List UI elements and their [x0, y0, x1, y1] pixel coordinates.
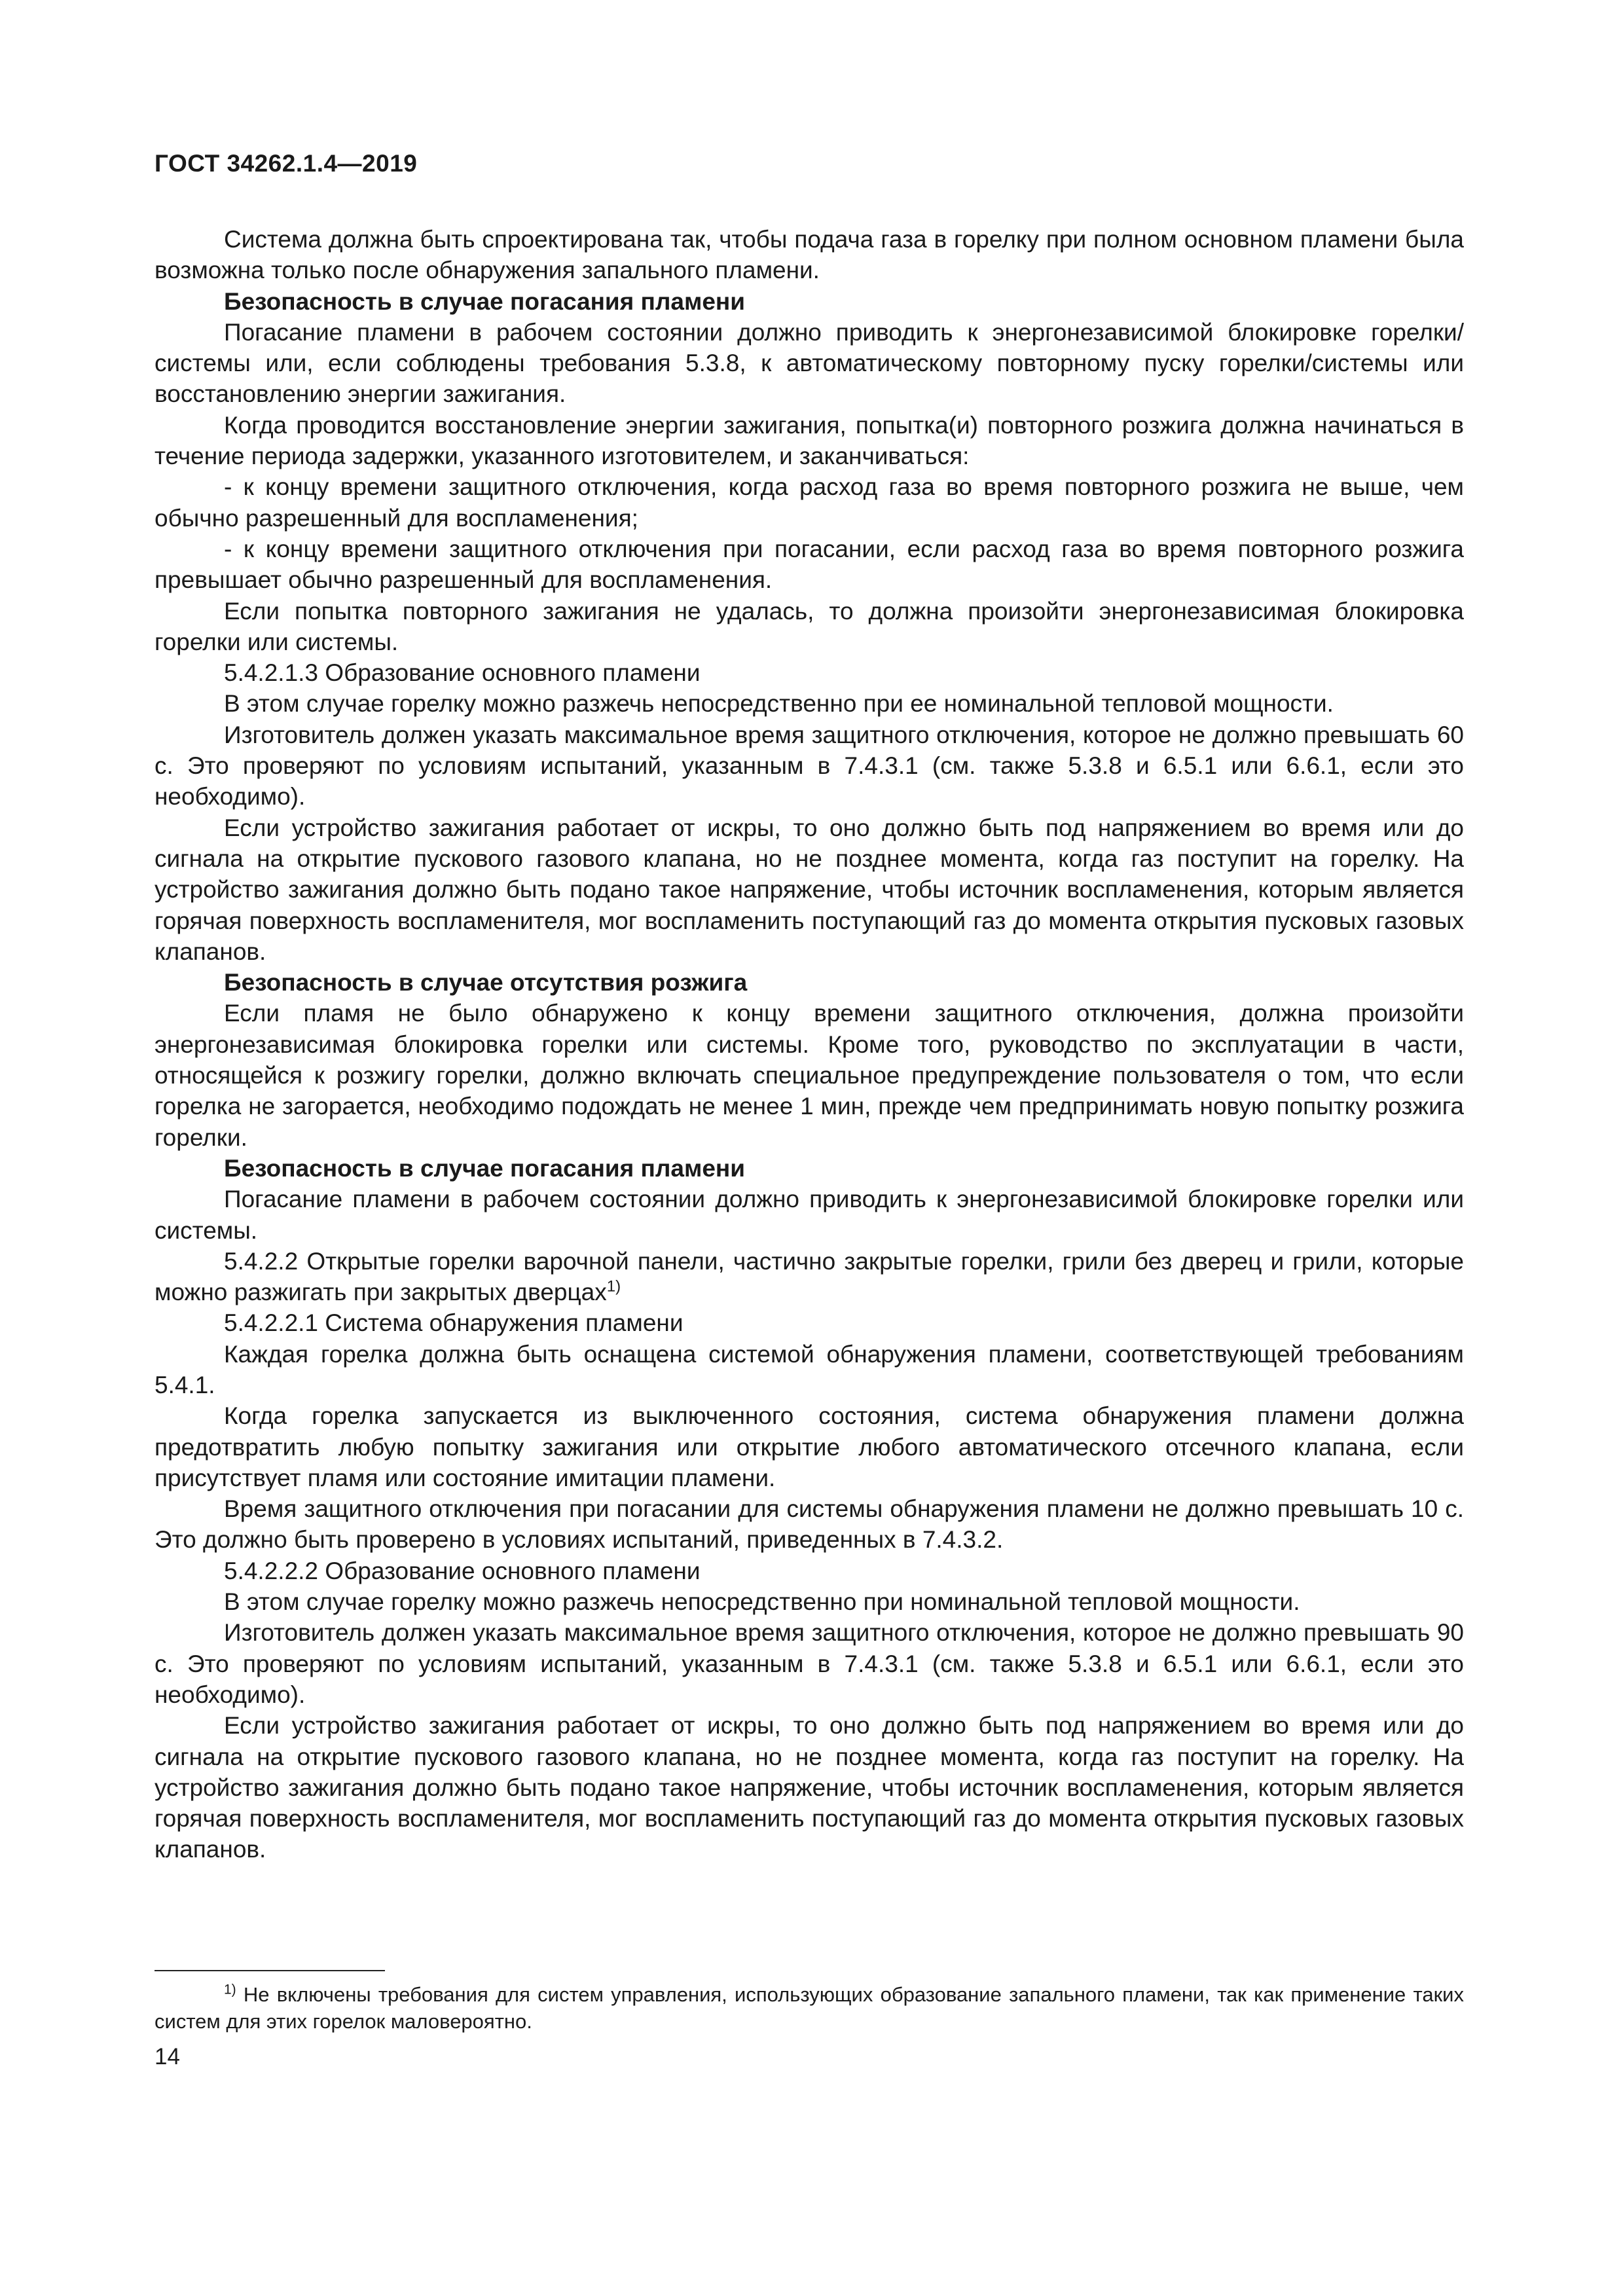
- page-number: 14: [155, 2044, 180, 2069]
- paragraph: Если пламя не было обнаружено к концу времени защитного отключения, должна произойти энергонезависимая блокировка горелки или системы. Кроме того, руководство по эксплуатации в части, относящейся к розжигу горелки, должно включать специальное предупреждение пользователя о том, что если горелка не загорается, необходимо подождать не менее 1 мин, прежде чем предпринимать новую попытку розжига горелки.: [155, 1000, 1464, 1151]
- paragraph: Погасание пламени в рабочем состоянии должно приводить к энергонезависимой блокировке горелки/системы или, если соблюдены требования 5.3.8, к автоматическому повторному пуску горелки/системы или восстановлению энергии зажигания.: [155, 318, 1464, 408]
- footnote: [155, 1981, 1464, 2035]
- paragraph: Изготовитель должен указать максимальное время защитного отключения, которое не должно превышать 60 с. Это проверяют по условиям испытаний, указанным в 7.4.3.1 (см. также 5.3.8 и 6.5.1 или 6.6.1, если это необходимо).: [155, 721, 1464, 811]
- footnote-marker: 1): [224, 1982, 236, 1997]
- section-heading: Безопасность в случае отсутствия розжига: [224, 969, 748, 996]
- section-heading: Безопасность в случае погасания пламени: [224, 287, 746, 315]
- paragraph: В этом случае горелку можно разжечь непосредственно при ее номинальной тепловой мощности.: [224, 690, 1334, 718]
- clause-text: 5.4.2.2 Открытые горелки варочной панели, частично закрытые горелки, грили без дверец и грили, которые можно разжигать при закрытых дверцах: [155, 1247, 1464, 1306]
- list-item: - к концу времени защитного отключения при погасании, если расход газа во время повторного розжига превышает обычно разрешенный для воспламенения.: [155, 535, 1464, 594]
- document-body: [155, 224, 1464, 1865]
- paragraph: Когда горелка запускается из выключенного состояния, система обнаружения пламени должна предотвратить любую попытку зажигания или открытие любого автоматического отсечного клапана, если присутствует пламя или состояние имитации пламени.: [155, 1402, 1464, 1491]
- paragraph: Изготовитель должен указать максимальное время защитного отключения, которое не должно превышать 90 с. Это проверяют по условиям испытаний, указанным в 7.4.3.1 (см. также 5.3.8 и 6.5.1 или 6.6.1, если это необходимо).: [155, 1619, 1464, 1708]
- footnote-divider: [155, 1970, 385, 1971]
- clause-title: 5.4.2.2.1 Система обнаружения пламени: [224, 1309, 684, 1337]
- paragraph: В этом случае горелку можно разжечь непосредственно при номинальной тепловой мощности.: [224, 1588, 1300, 1616]
- clause-title: 5.4.2.2.2 Образование основного пламени: [224, 1557, 701, 1584]
- paragraph: Время защитного отключения при погасании для системы обнаружения пламени не должно превышать 10 с. Это должно быть проверено в условиях испытаний, приведенных в 7.4.3.2.: [155, 1495, 1464, 1554]
- clause-title: 5.4.2.1.3 Образование основного пламени: [224, 659, 701, 687]
- footnote-text: Не включены требования для систем управления, использующих образование запального пламени, так как применение таких систем для этих горелок маловероятно.: [155, 1983, 1464, 2033]
- paragraph: Каждая горелка должна быть оснащена системой обнаружения пламени, соответствующей требованиям 5.4.1.: [155, 1340, 1464, 1398]
- paragraph: Если устройство зажигания работает от искры, то оно должно быть под напряжением во время или до сигнала на открытие пускового газового клапана, но не позднее момента, когда газ поступит на горелку. На устройство зажигания должно быть подано такое напряжение, чтобы источник воспламенения, которым является горячая поверхность воспламенителя, мог воспламенить поступающий газ до момента открытия пусковых газовых клапанов.: [155, 1712, 1464, 1863]
- list-item: - к концу времени защитного отключения, когда расход газа во время повторного розжига не выше, чем обычно разрешенный для воспламенения;: [155, 473, 1464, 532]
- clause-paragraph: [155, 1246, 1464, 1308]
- paragraph: Погасание пламени в рабочем состоянии должно приводить к энергонезависимой блокировке горелки или системы.: [155, 1186, 1464, 1244]
- paragraph: Когда проводится восстановление энергии зажигания, попытка(и) повторного розжига должна начинаться в течение периода задержки, указанного изготовителем, и заканчиваться:: [155, 411, 1464, 470]
- footnote-reference[interactable]: 1): [606, 1277, 621, 1296]
- document-header: ГОСТ 34262.1.4—2019: [155, 150, 418, 177]
- section-heading: Безопасность в случае погасания пламени: [224, 1154, 746, 1182]
- paragraph: Система должна быть спроектирована так, чтобы подача газа в горелку при полном основном пламени была возможна только после обнаружения запального пламени.: [155, 226, 1464, 284]
- paragraph: Если попытка повторного зажигания не удалась, то должна произойти энергонезависимая блокировка горелки или системы.: [155, 597, 1464, 655]
- paragraph: Если устройство зажигания работает от искры, то оно должно быть под напряжением во время или до сигнала на открытие пускового газового клапана, но не позднее момента, когда газ поступит на горелку. На устройство зажигания должно быть подано такое напряжение, чтобы источник воспламенения, которым является горячая поверхность воспламенителя, мог воспламенить поступающий газ до момента открытия пусковых газовых клапанов.: [155, 814, 1464, 965]
